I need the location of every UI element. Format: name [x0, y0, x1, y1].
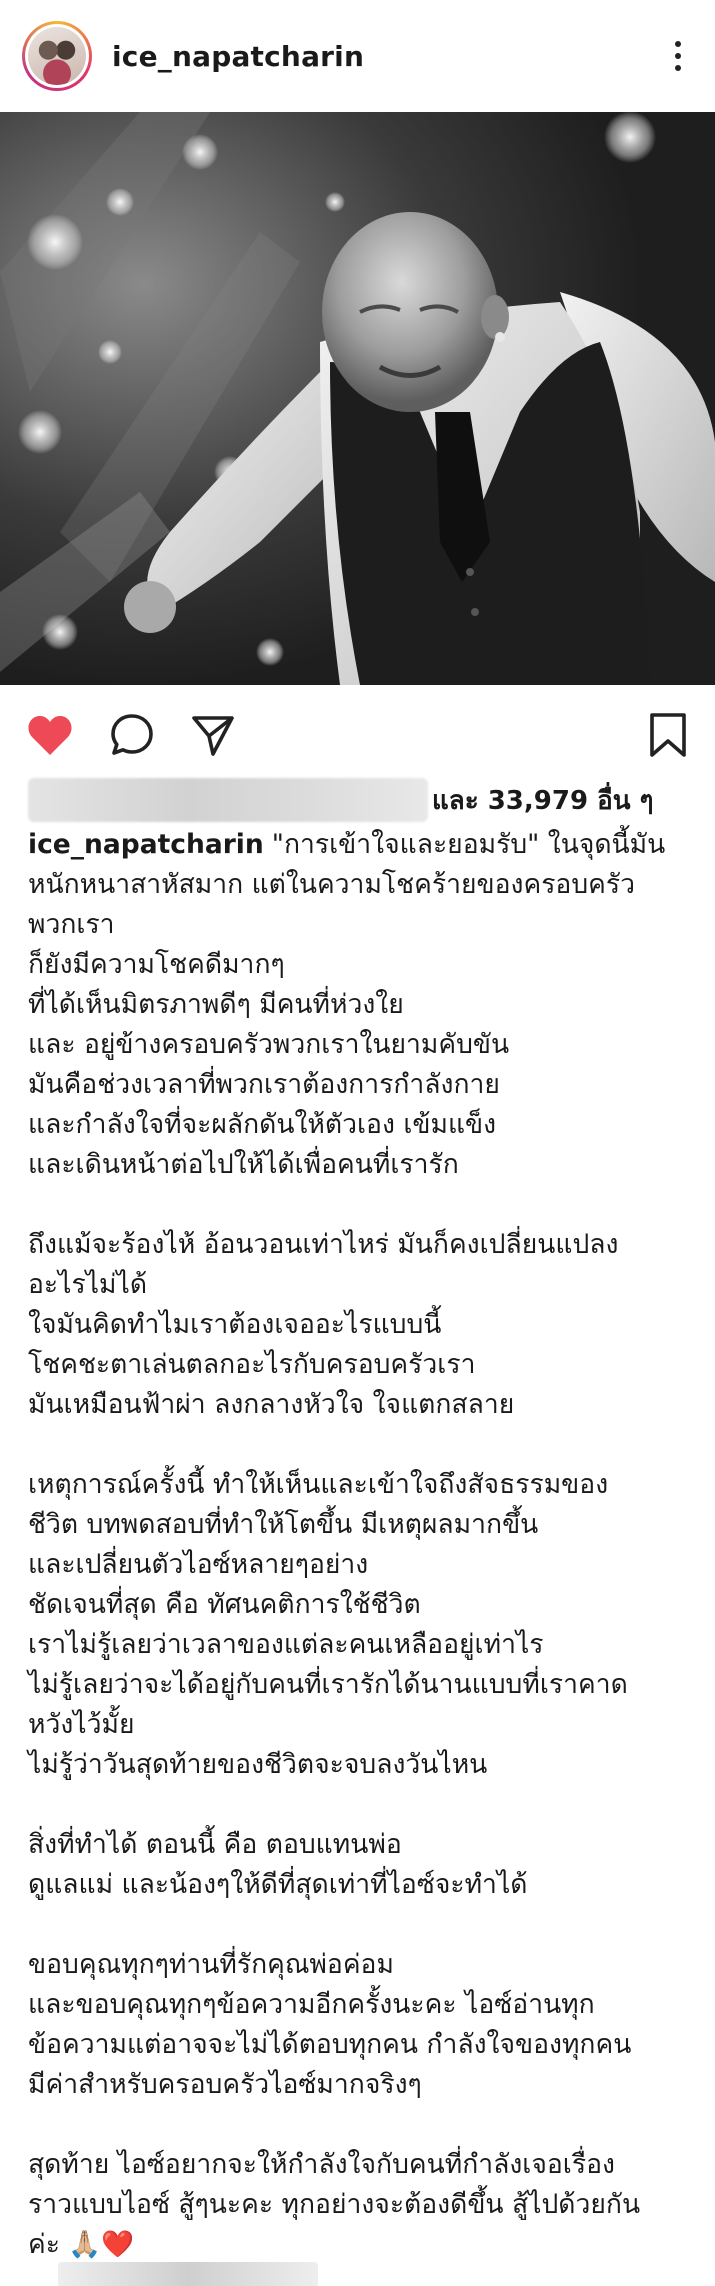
caption-text: ดูแลแม่ และน้องๆให้ดีที่สุดเท่าที่ไอซ์จะทำได้ — [28, 1869, 528, 1900]
caption-line — [28, 2025, 688, 2065]
heart-filled-icon[interactable] — [22, 707, 78, 763]
caption-line — [28, 2145, 688, 2185]
caption-line — [28, 1905, 688, 1945]
caption-text: และเปลี่ยนตัวไอซ์หลายๆอย่าง — [28, 1549, 369, 1580]
post-photo-image — [0, 112, 715, 685]
caption-text: และขอบคุณทุกๆข้อความอีกครั้งนะคะ ไอซ์อ่านทุก — [28, 1989, 595, 2020]
post-actions — [0, 685, 715, 785]
comment-icon[interactable] — [104, 707, 160, 763]
caption-text: ข้อความแต่อาจจะไม่ได้ตอบทุกคน กำลังใจของทุกคน — [28, 2029, 632, 2060]
likes-count-text: และ 33,979 อื่น ๆ — [432, 785, 654, 816]
likes-names-redacted — [28, 778, 428, 822]
avatar-image — [28, 27, 86, 85]
caption-text: โชคชะตาเล่นตลกอะไรกับครอบครัวเรา — [28, 1349, 476, 1380]
caption-text: และ อยู่ข้างครอบครัวพวกเราในยามคับขัน — [28, 1029, 510, 1060]
caption-text: อะไรไม่ได้ — [28, 1269, 148, 1300]
post-header — [0, 0, 715, 112]
caption-line — [28, 1465, 688, 1505]
caption-text: ชีวิต บทพดสอบที่ทำให้โตขึ้น มีเหตุผลมากขึ้น — [28, 1509, 539, 1540]
caption-line — [28, 2225, 688, 2265]
caption-line — [28, 985, 688, 1025]
caption-line — [28, 1825, 688, 1865]
caption-text: ถึงแม้จะร้องไห้ อ้อนวอนเท่าไหร่ มันก็คงเปลี่ยนแปลง — [28, 1229, 619, 1260]
caption-text: ที่ได้เห็นมิตรภาพดีๆ มีคนที่ห่วงใย — [28, 989, 404, 1020]
dot — [675, 53, 681, 59]
caption-line — [28, 865, 688, 905]
likes-summary[interactable] — [28, 775, 698, 825]
caption-line — [28, 1265, 688, 1305]
caption-line — [28, 905, 688, 945]
caption-text: สิ่งที่ทำได้ ตอนนี้ คือ ตอบแทนพ่อ — [28, 1829, 402, 1860]
caption-line — [28, 945, 688, 985]
caption-line — [28, 2185, 688, 2225]
caption-text: มันเหมือนฟ้าผ่า ลงกลางหัวใจ ใจแตกสลาย — [28, 1389, 515, 1420]
caption-text: "การเข้าใจและยอมรับ" ในจุดนี้มัน — [271, 829, 666, 860]
caption-line — [28, 1105, 688, 1145]
caption-text: ไม่รู้ว่าวันสุดท้ายของชีวิตจะจบลงวันไหน — [28, 1749, 488, 1780]
caption-text: ก็ยังมีความโชคดีมากๆ — [28, 949, 285, 980]
caption-line — [28, 1585, 688, 1625]
caption-text: และกำลังใจที่จะผลักดันให้ตัวเอง เข้มแข็ง — [28, 1109, 497, 1140]
avatar-border — [25, 24, 89, 88]
caption-text: เราไม่รู้เลยว่าเวลาของแต่ละคนเหลืออยู่เท่าไร — [28, 1629, 544, 1660]
bookmark-icon[interactable] — [640, 707, 696, 763]
caption-line — [28, 1145, 688, 1185]
dot — [675, 41, 681, 47]
caption-line — [28, 1705, 688, 1745]
caption-line — [28, 1385, 688, 1425]
send-icon[interactable] — [185, 707, 241, 763]
caption-text: หวังไว้มั้ย — [28, 1709, 135, 1740]
caption-line — [28, 1305, 688, 1345]
caption-text: ขอบคุณทุกๆท่านที่รักคุณพ่อค่อม — [28, 1949, 394, 1980]
caption-text: พวกเรา — [28, 909, 115, 940]
caption-line — [28, 1505, 688, 1545]
caption-text: ค่ะ 🙏🏼❤️ — [28, 2229, 135, 2260]
caption-line — [28, 1225, 688, 1265]
caption-username[interactable]: ice_napatcharin — [28, 829, 264, 860]
caption-line — [28, 1425, 688, 1465]
dot — [675, 65, 681, 71]
caption-line — [28, 1745, 688, 1785]
caption-line — [28, 1865, 688, 1905]
caption-line — [28, 1545, 688, 1585]
caption-text: ใจมันคิดทำไมเราต้องเจออะไรแบบนี้ — [28, 1309, 442, 1340]
caption-text: หนักหนาสาหัสมาก แต่ในความโชคร้ายของครอบครัว — [28, 869, 636, 900]
caption-text: เหตุการณ์ครั้งนี้ ทำให้เห็นและเข้าใจถึงสัจธรรมของ — [28, 1469, 609, 1500]
post-photo[interactable] — [0, 112, 715, 685]
footer-faded-text — [28, 2262, 528, 2286]
caption-line — [28, 825, 688, 865]
caption-text: มันคือช่วงเวลาที่พวกเราต้องการกำลังกาย — [28, 1069, 500, 1100]
caption-line — [28, 2105, 688, 2145]
caption-line — [28, 1065, 688, 1105]
caption-text: ไม่รู้เลยว่าจะได้อยู่กับคนที่เรารักได้นานแบบที่เราคาด — [28, 1669, 628, 1700]
more-vertical-icon[interactable] — [663, 31, 693, 81]
caption-line — [28, 1945, 688, 1985]
caption-line — [28, 1985, 688, 2025]
caption-line — [28, 2065, 688, 2105]
caption-line — [28, 1785, 688, 1825]
caption-line — [28, 1625, 688, 1665]
caption-line — [28, 1185, 688, 1225]
caption-line — [28, 1025, 688, 1065]
caption-text: ราวแบบไอซ์ สู้ๆนะคะ ทุกอย่างจะต้องดีขึ้น สู้ไปด้วยกัน — [28, 2189, 641, 2220]
caption-text: สุดท้าย ไอซ์อยากจะให้กำลังใจกับคนที่กำลังเจอเรื่อง — [28, 2149, 615, 2180]
caption-line — [28, 1665, 688, 1705]
post-caption — [28, 825, 688, 2265]
caption-text: และเดินหน้าต่อไปให้ได้เพื่อคนที่เรารัก — [28, 1149, 459, 1180]
post-username[interactable]: ice_napatcharin — [112, 39, 365, 73]
avatar[interactable] — [22, 21, 92, 91]
caption-line — [28, 1345, 688, 1385]
caption-text: มีค่าสำหรับครอบครัวไอซ์มากจริงๆ — [28, 2069, 422, 2100]
caption-text: ชัดเจนที่สุด คือ ทัศนคติการใช้ชีวิต — [28, 1589, 421, 1620]
